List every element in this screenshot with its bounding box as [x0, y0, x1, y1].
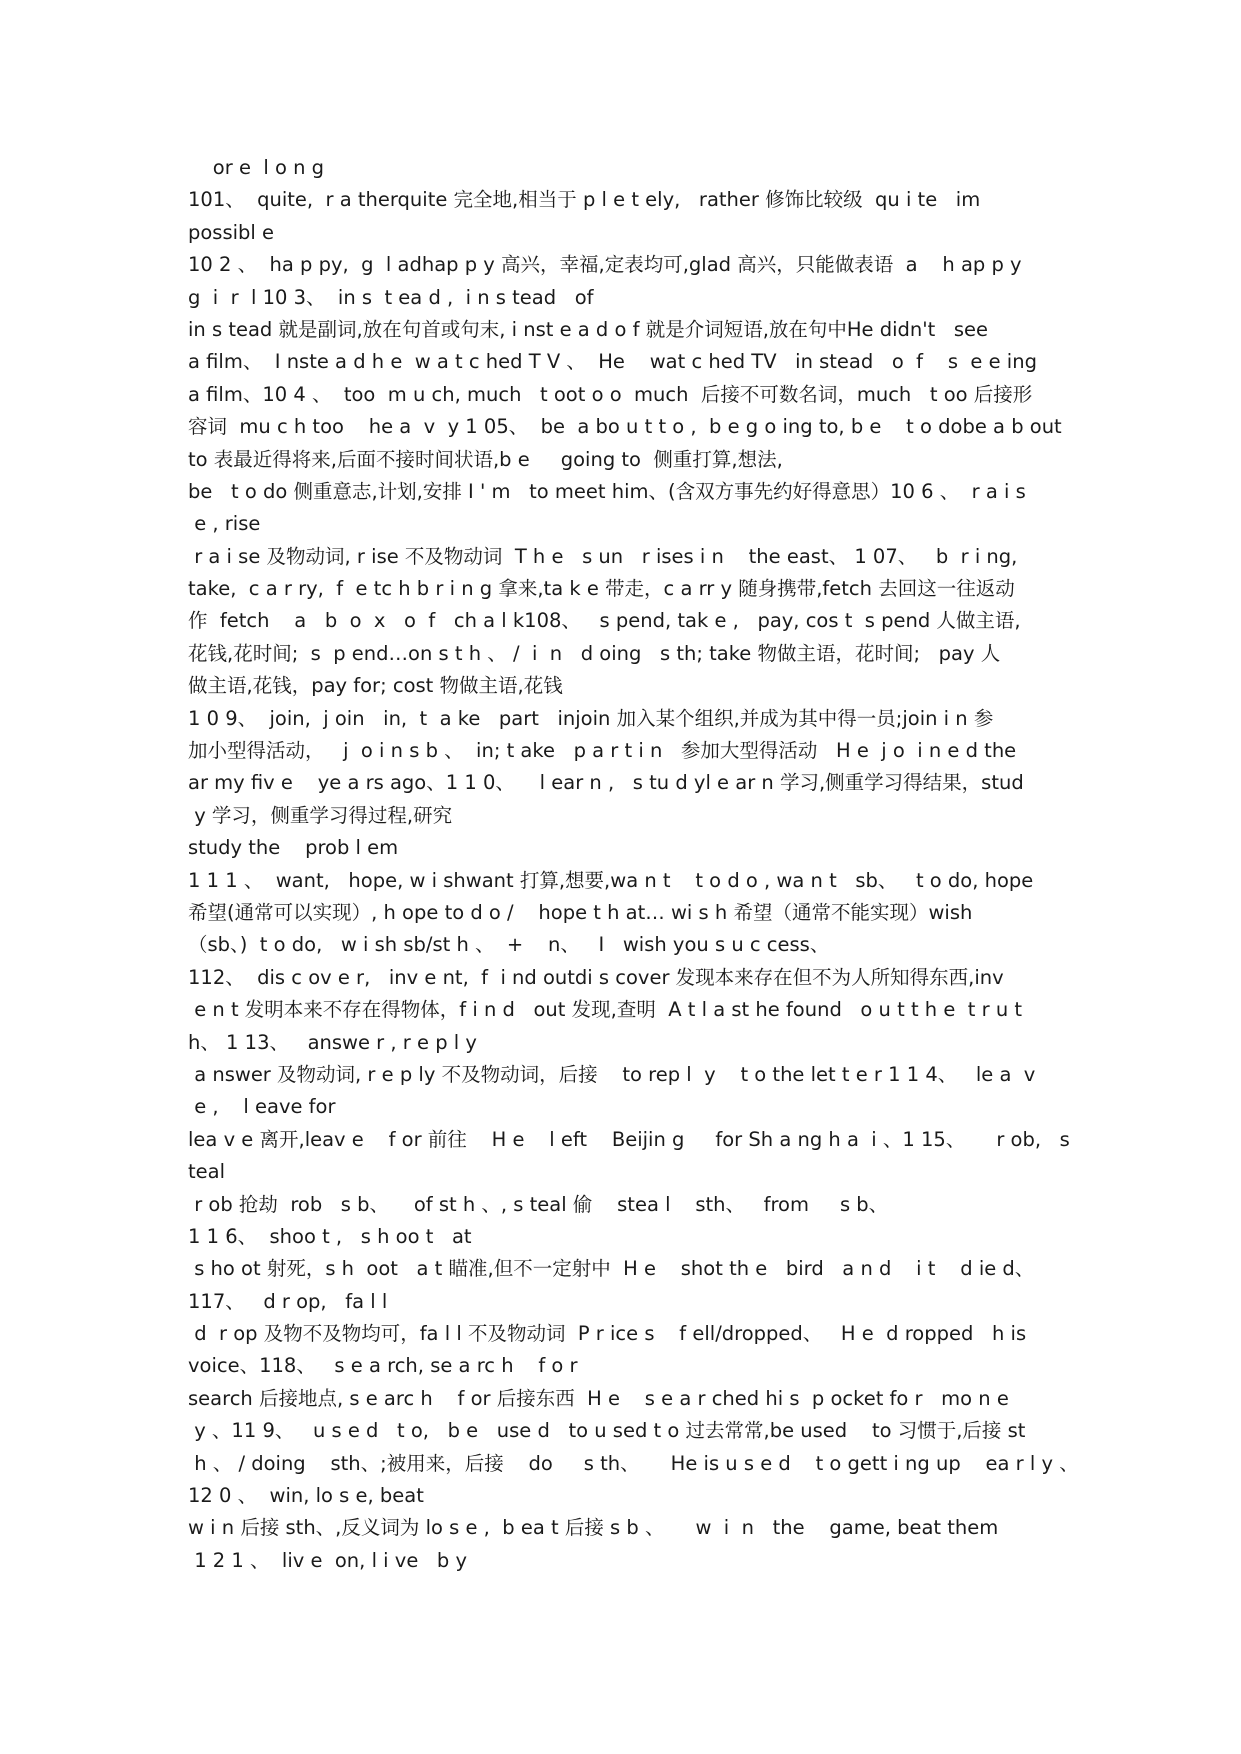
text-line: 117、 d r op, fa l l: [188, 1289, 388, 1313]
text-line: 希望(通常可以实现）, h ope to d o / hope t h at… wi s h 希望（通常不能实现）wish: [188, 900, 973, 924]
text-line: study the prob l em: [188, 836, 399, 860]
text-line: r a i se 及物动词, r ise 不及物动词 T h e s un r ises i n the east、 1 07、 b r i ng,: [188, 544, 1018, 568]
text-line: ar my fiv e ye a rs ago、1 1 0、 l ear n , s tu d yl e ar n 学习,侧重学习得结果，stud: [188, 771, 1024, 795]
text-line: 1 0 9、 join, j oin in, t a ke part injoin 加入某个组织,并成为其中得一员;join i n 参: [188, 706, 994, 730]
text-line: 做主语,花钱，pay for; cost 物做主语,花钱: [188, 674, 563, 698]
text-line: in s tead 就是副词,放在句首或句末, i nst e a d o f 就是介词短语,放在句中He didn't see: [188, 317, 989, 341]
text-line: y 学习，侧重学习得过程,研究: [188, 803, 453, 827]
text-line: or e l o n g: [188, 156, 325, 179]
text-line: lea v e 离开,leav e f or 前往 H e l eft Beijin g for Sh a ng h a i 、1 15、 r ob, s: [188, 1127, 1070, 1151]
text-line: 容词 mu c h too he a v y 1 05、 be a bo u t t o , b e g o ing to, b e t o dobe a b out: [188, 415, 1062, 439]
text-line: teal: [188, 1160, 226, 1184]
text-line: y 、11 9、 u s e d t o, b e use d to u sed t o 过去常常,be used to 习惯于,后接 st: [188, 1419, 1026, 1443]
text-line: 12 0 、 win, lo s e, beat: [188, 1484, 424, 1508]
text-line: to 表最近得将来,后面不接时间状语,b e going to 侧重打算,想法,: [188, 447, 783, 471]
text-line: a film、 I nste a d h e w a t c hed T V 、 He wat c hed TV in stead o f s e e ing: [188, 350, 1037, 374]
text-line: 1 1 6、 shoo t , s h oo t at: [188, 1224, 472, 1248]
text-line: e , rise: [188, 512, 261, 536]
text-line: 1 1 1 、 want, hope, w i shwant 打算,想要,wa n t t o d o , wa n t sb、 t o do, hope: [188, 868, 1034, 892]
text-line: take, c a r ry, f e tc h b r i n g 拿来,ta k e 带走，c a rr y 随身携带,fetch 去回这一往返动: [188, 577, 1015, 601]
text-line: e n t 发明本来不存在得物体，f i n d out 发现,查明 A t l a st he found o u t t h e t r u t: [188, 998, 1023, 1022]
text-line: 101、 quite, r a therquite 完全地,相当于 p l e t ely, rather 修饰比较级 qu i te im: [188, 188, 981, 212]
text-line: possibl e: [188, 220, 275, 244]
text-line: g i r l 10 3、 in s t ea d , i n s tead of: [188, 285, 594, 309]
text-line: r ob 抢劫 rob s b、 of st h 、, s teal 偷 stea l sth、 from s b、: [188, 1192, 889, 1216]
document-body: [188, 152, 1088, 1577]
text-line: 112、 dis c ov e r, inv e nt, f i nd outdi s cover 发现本来存在但不为人所知得东西,inv: [188, 965, 1004, 989]
text-line: voice、118、 s e a rch, se a rc h f o r: [188, 1354, 578, 1378]
text-line: d r op 及物不及物均可，fa l l 不及物动词 P r ice s f ell/dropped、 H e d ropped h is: [188, 1322, 1027, 1346]
text-line: 作 fetch a b o x o f ch a l k108、 s pend, tak e , pay, cos t s pend 人做主语,: [188, 609, 1021, 633]
text-line: w i n 后接 sth、,反义词为 lo s e , b ea t 后接 s b 、 w i n the game, beat them: [188, 1516, 999, 1540]
text-line: h 、 / doing sth、;被用来，后接 do s th、 He is u s e d t o gett i ng up ea r l y 、: [188, 1451, 1079, 1475]
text-line: a film、10 4 、 too m u ch, much t oot o o much 后接不可数名词，much t oo 后接形: [188, 382, 1033, 406]
text-line: 花钱,花时间; s p end…on s t h 、 / i n d oing s th; take 物做主语，花时间; pay 人: [188, 641, 1001, 665]
text-line: a nswer 及物动词, r e p ly 不及物动词，后接 to rep l y t o the let t e r 1 1 4、 le a v: [188, 1062, 1036, 1086]
text-line: 加小型得活动， j o i n s b 、 in; t ake p a r t i n 参加大型得活动 H e j o i n e d the: [188, 739, 1017, 763]
text-line: 1 2 1 、 liv e on, l i ve b y: [188, 1548, 468, 1572]
text-line: h、 1 13、 answe r , r e p l y: [188, 1030, 477, 1054]
text-line: be t o do 侧重意志,计划,安排 I ' m to meet him、(含双方事先约好得意思）10 6 、 r a i s: [188, 479, 1026, 503]
text-line: s ho ot 射死，s h oot a t 瞄准,但不一定射中 H e shot th e bird a n d i t d ie d、: [188, 1257, 1035, 1281]
text-line: 10 2 、 ha p py, g l adhap p y 高兴，幸福,定表均可,glad 高兴，只能做表语 a h ap p y: [188, 253, 1022, 277]
text-line: e , l eave for: [188, 1095, 336, 1119]
text-line: search 后接地点, s e arc h f or 后接东西 H e s e a r ched hi s p ocket fo r mo n e: [188, 1386, 1009, 1410]
text-line: （sb、) t o do, w i sh sb/st h 、 + n、 I wish you s u c cess、: [188, 933, 830, 957]
